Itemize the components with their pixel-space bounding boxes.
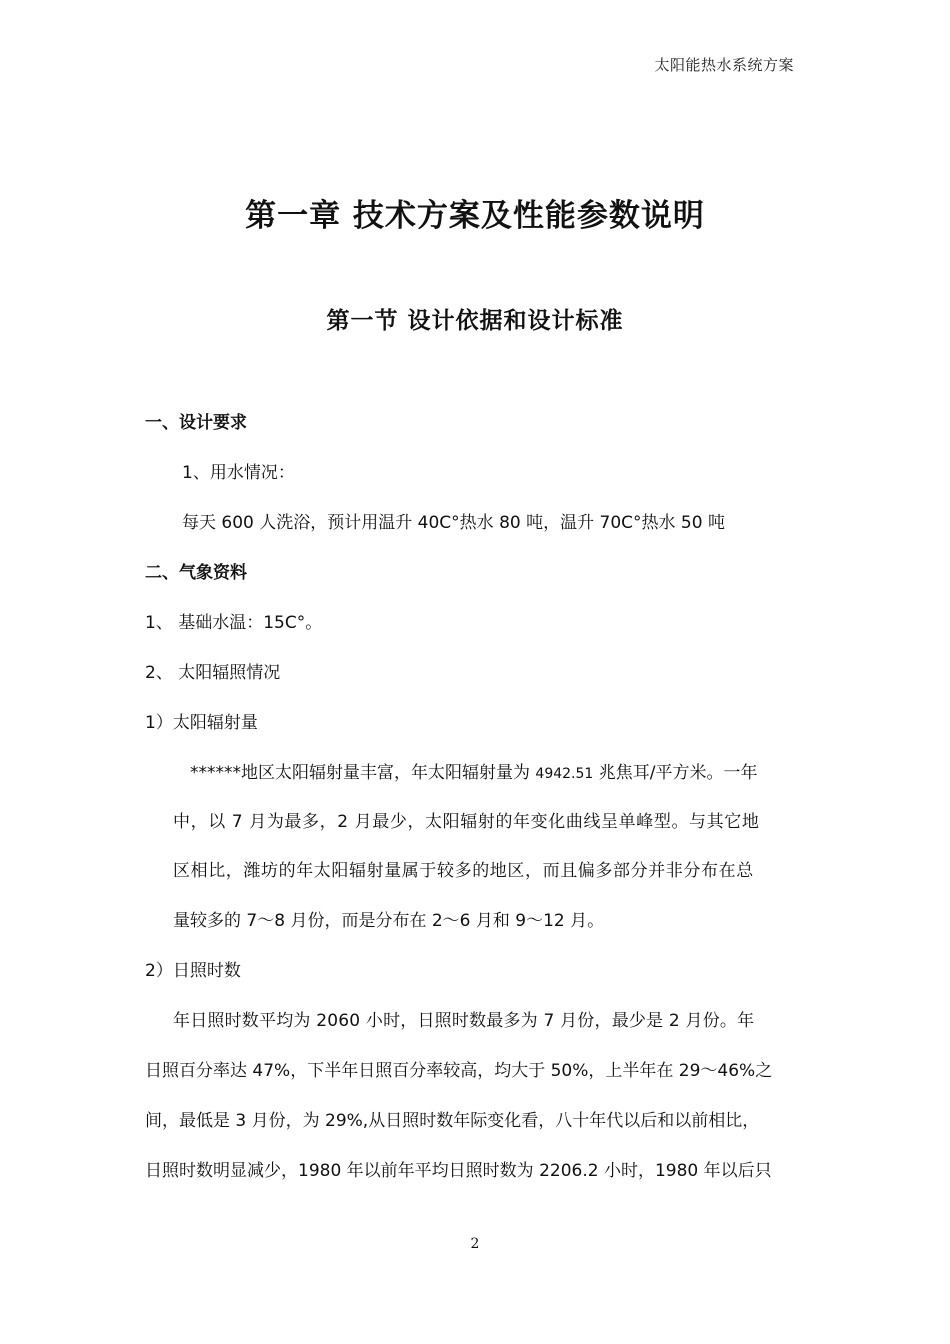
running-header: 太阳能热水系统方案 (654, 56, 794, 74)
section-title: 第一节 设计依据和设计标准 (326, 308, 624, 334)
item-solar-irradiation: 2、 太阳辐照情况 (145, 663, 281, 683)
paragraph-radiation-line-4: 量较多的 7～8 月份，而是分布在 2～6 月和 9～12 月。 (173, 911, 605, 931)
item-water-usage: 1、用水情况： (182, 463, 295, 483)
paragraph-sunshine-line-4: 日照时数明显减少，1980 年以前年平均日照时数为 2206.2 小时，1980 年以后只 (145, 1161, 772, 1181)
radiation-text-after: 兆焦耳/平方米。一年 (593, 763, 758, 783)
water-usage-detail: 每天 600 人洗浴，预计用温升 40C°热水 80 吨，温升 70C°热水 50 吨 (182, 513, 725, 533)
paragraph-radiation-line-2: 中，以 7 月为最多，2 月最少，太阳辐射的年变化曲线呈单峰型。与其它地 (173, 812, 760, 832)
heading-weather-data: 二、气象资料 (145, 563, 247, 583)
paragraph-sunshine-line-2: 日照百分率达 47%，下半年日照百分率较高，均大于 50%，上半年在 29～46%之 (145, 1061, 773, 1081)
item-base-water-temp: 1、 基础水温：15C°。 (145, 613, 323, 633)
chapter-title: 第一章 技术方案及性能参数说明 (245, 198, 705, 234)
radiation-value: 4942.51 (535, 766, 594, 782)
paragraph-radiation-line-3: 区相比，潍坊的年太阳辐射量属于较多的地区，而且偏多部分并非分布在总 (173, 861, 754, 881)
page-number: 2 (470, 1236, 480, 1252)
heading-design-requirements: 一、设计要求 (145, 413, 247, 433)
radiation-text-before: ******地区太阳辐射量丰富，年太阳辐射量为 (190, 763, 536, 783)
paragraph-sunshine-line-3: 间，最低是 3 月份，为 29%,从日照时数年际变化看，八十年代以后和以前相比， (145, 1111, 760, 1131)
paragraph-radiation-line-1 (190, 762, 757, 785)
sub-solar-radiation: 1）太阳辐射量 (145, 713, 258, 733)
sub-sunshine-hours: 2）日照时数 (145, 961, 241, 981)
paragraph-sunshine-line-1: 年日照时数平均为 2060 小时，日照时数最多为 7 月份，最少是 2 月份。年 (173, 1011, 755, 1031)
